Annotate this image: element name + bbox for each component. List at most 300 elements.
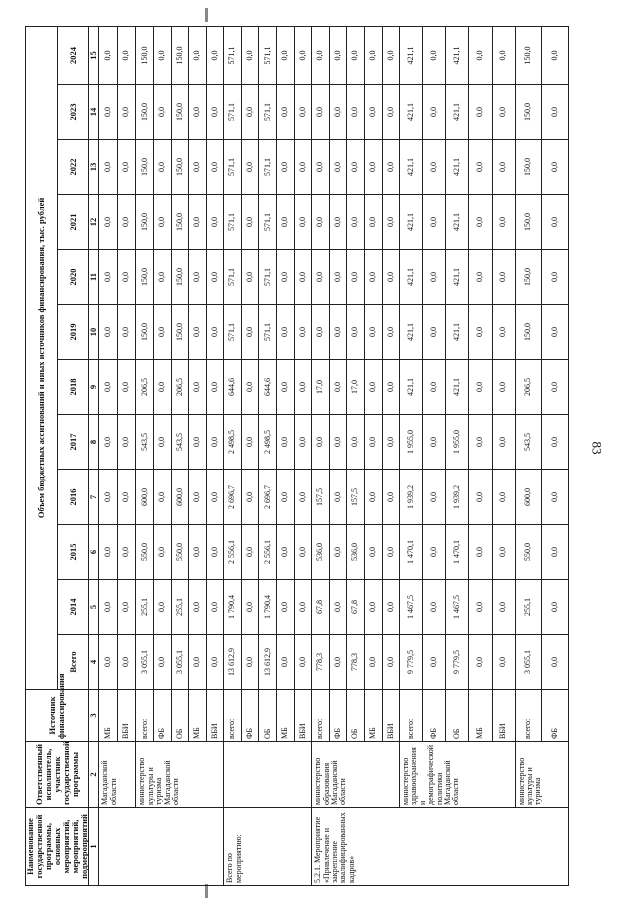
year-value-cell: 150,0 xyxy=(171,140,189,195)
year-value-cell: 0,0 xyxy=(542,26,569,84)
header-year: 2019 xyxy=(57,305,89,360)
year-value-cell: 644,6 xyxy=(224,360,242,415)
year-value-cell: 0,0 xyxy=(542,360,569,415)
year-value-cell: 0,0 xyxy=(277,140,295,195)
header-year: 2021 xyxy=(57,195,89,250)
year-value-cell: 0,0 xyxy=(153,140,171,195)
year-value-cell: 0,0 xyxy=(294,580,312,635)
year-value-cell: 0,0 xyxy=(423,580,446,635)
source-cell: ФБ xyxy=(542,690,569,742)
year-value-cell: 0,0 xyxy=(206,250,224,305)
executor-cell: министерство образования Магаданской области xyxy=(312,742,400,808)
year-value-cell: 0,0 xyxy=(153,415,171,470)
total-value-cell: 13 612,9 xyxy=(224,635,242,690)
year-value-cell: 0,0 xyxy=(469,470,492,525)
year-value-cell: 0,0 xyxy=(206,470,224,525)
year-value-cell: 0,0 xyxy=(469,140,492,195)
source-cell: всего: xyxy=(136,690,154,742)
year-value-cell: 0,0 xyxy=(542,85,569,140)
year-value-cell: 150,0 xyxy=(136,85,154,140)
source-cell: ОБ xyxy=(259,690,277,742)
year-value-cell: 157,5 xyxy=(312,470,330,525)
year-value-cell: 571,1 xyxy=(259,305,277,360)
source-cell: всего: xyxy=(400,690,423,742)
source-cell: ФБ xyxy=(423,690,446,742)
column-number: 12 xyxy=(89,195,99,250)
total-value-cell: 0,0 xyxy=(542,635,569,690)
header-row-top xyxy=(26,26,58,885)
header-year: 2017 xyxy=(57,415,89,470)
table-row xyxy=(224,26,242,885)
year-value-cell: 0,0 xyxy=(364,305,382,360)
executor-cell: министерство культуры и туризма xyxy=(515,742,568,808)
year-value-cell: 0,0 xyxy=(542,250,569,305)
year-value-cell: 0,0 xyxy=(382,415,400,470)
source-cell: МБ xyxy=(99,690,118,742)
total-value-cell: 0,0 xyxy=(364,635,382,690)
year-value-cell: 0,0 xyxy=(277,195,295,250)
year-value-cell: 571,1 xyxy=(224,305,242,360)
executor-cell: министерство культуры и туризма Магаданской области xyxy=(136,742,224,808)
year-value-cell: 0,0 xyxy=(189,525,207,580)
year-value-cell: 0,0 xyxy=(492,525,515,580)
year-value-cell: 150,0 xyxy=(515,26,541,84)
year-value-cell: 571,1 xyxy=(224,85,242,140)
source-cell: всего: xyxy=(312,690,330,742)
header-name: Наименование государственной программы, основных мероприятий, мероприятий, подмероприятий xyxy=(26,808,89,886)
year-value-cell: 0,0 xyxy=(423,140,446,195)
year-value-cell: 0,0 xyxy=(189,26,207,84)
header-year: 2020 xyxy=(57,250,89,305)
measure-name-cell: Всего по мероприятию: xyxy=(224,808,312,886)
year-value-cell: 0,0 xyxy=(329,140,347,195)
year-value-cell: 536,0 xyxy=(312,525,330,580)
year-value-cell: 0,0 xyxy=(294,415,312,470)
rotated-table-container xyxy=(25,27,559,886)
year-value-cell: 571,1 xyxy=(259,140,277,195)
year-value-cell: 150,0 xyxy=(171,195,189,250)
year-value-cell: 0,0 xyxy=(189,470,207,525)
year-value-cell: 1 955,0 xyxy=(400,415,423,470)
header-year: 2018 xyxy=(57,360,89,415)
year-value-cell: 0,0 xyxy=(189,580,207,635)
table-row xyxy=(99,26,118,885)
year-value-cell: 2 696,7 xyxy=(259,470,277,525)
year-value-cell: 0,0 xyxy=(469,250,492,305)
year-value-cell: 0,0 xyxy=(277,305,295,360)
year-value-cell: 0,0 xyxy=(312,415,330,470)
year-value-cell: 0,0 xyxy=(99,250,118,305)
year-value-cell: 0,0 xyxy=(329,305,347,360)
year-value-cell: 421,1 xyxy=(446,305,469,360)
year-value-cell: 0,0 xyxy=(294,360,312,415)
year-value-cell: 0,0 xyxy=(189,85,207,140)
column-number: 2 xyxy=(89,742,99,808)
year-value-cell: 0,0 xyxy=(241,415,259,470)
year-value-cell: 0,0 xyxy=(241,305,259,360)
year-value-cell: 0,0 xyxy=(382,250,400,305)
source-cell: ФБ xyxy=(329,690,347,742)
year-value-cell: 0,0 xyxy=(382,195,400,250)
year-value-cell: 550,0 xyxy=(515,525,541,580)
year-value-cell: 0,0 xyxy=(294,26,312,84)
year-value-cell: 571,1 xyxy=(224,250,242,305)
year-value-cell: 0,0 xyxy=(469,525,492,580)
year-value-cell: 0,0 xyxy=(294,525,312,580)
total-value-cell: 0,0 xyxy=(492,635,515,690)
year-value-cell: 0,0 xyxy=(99,85,118,140)
year-value-cell: 0,0 xyxy=(423,415,446,470)
year-value-cell: 543,5 xyxy=(171,415,189,470)
total-value-cell: 3 055,1 xyxy=(136,635,154,690)
column-number: 11 xyxy=(89,250,99,305)
total-value-cell: 0,0 xyxy=(99,635,118,690)
year-value-cell: 571,1 xyxy=(224,195,242,250)
total-value-cell: 0,0 xyxy=(117,635,136,690)
year-value-cell: 0,0 xyxy=(277,360,295,415)
year-value-cell: 67,8 xyxy=(312,580,330,635)
year-value-cell: 0,0 xyxy=(469,85,492,140)
year-value-cell: 0,0 xyxy=(277,580,295,635)
source-cell: ВБИ xyxy=(206,690,224,742)
source-cell: МБ xyxy=(364,690,382,742)
header-executor: Ответственный исполнитель, участник государственной программы xyxy=(26,742,89,808)
year-value-cell: 0,0 xyxy=(347,85,365,140)
year-value-cell: 0,0 xyxy=(329,26,347,84)
year-value-cell: 0,0 xyxy=(364,26,382,84)
year-value-cell: 0,0 xyxy=(206,525,224,580)
header-total: Всего xyxy=(57,635,89,690)
year-value-cell: 0,0 xyxy=(382,140,400,195)
year-value-cell: 0,0 xyxy=(347,250,365,305)
year-value-cell: 0,0 xyxy=(99,305,118,360)
column-number-row xyxy=(89,26,99,885)
year-value-cell: 0,0 xyxy=(241,140,259,195)
year-value-cell: 0,0 xyxy=(382,85,400,140)
year-value-cell: 0,0 xyxy=(117,525,136,580)
year-value-cell: 0,0 xyxy=(99,26,118,84)
year-value-cell: 421,1 xyxy=(400,85,423,140)
column-number: 7 xyxy=(89,470,99,525)
source-cell: ВБИ xyxy=(117,690,136,742)
year-value-cell: 0,0 xyxy=(99,415,118,470)
year-value-cell: 0,0 xyxy=(99,140,118,195)
year-value-cell: 0,0 xyxy=(492,140,515,195)
funding-table xyxy=(25,26,569,886)
year-value-cell: 0,0 xyxy=(153,26,171,84)
year-value-cell: 0,0 xyxy=(153,305,171,360)
source-cell: всего: xyxy=(224,690,242,742)
year-value-cell: 0,0 xyxy=(492,26,515,84)
source-cell: ОБ xyxy=(446,690,469,742)
year-value-cell: 0,0 xyxy=(99,580,118,635)
year-value-cell: 0,0 xyxy=(347,305,365,360)
total-value-cell: 0,0 xyxy=(153,635,171,690)
year-value-cell: 0,0 xyxy=(423,195,446,250)
total-value-cell: 0,0 xyxy=(189,635,207,690)
source-cell: ФБ xyxy=(153,690,171,742)
year-value-cell: 150,0 xyxy=(136,305,154,360)
executor-cell: Магаданской области xyxy=(99,742,136,808)
year-value-cell: 0,0 xyxy=(312,195,330,250)
year-value-cell: 0,0 xyxy=(99,470,118,525)
header-year: 2016 xyxy=(57,470,89,525)
header-year: 2023 xyxy=(57,85,89,140)
year-value-cell: 0,0 xyxy=(277,470,295,525)
year-value-cell: 150,0 xyxy=(136,250,154,305)
year-value-cell: 0,0 xyxy=(423,525,446,580)
year-value-cell: 0,0 xyxy=(153,195,171,250)
year-value-cell: 421,1 xyxy=(446,360,469,415)
header-volume: Объем бюджетных ассигнований и иных источников финансирования, тыс. рублей xyxy=(26,26,58,689)
year-value-cell: 0,0 xyxy=(312,250,330,305)
year-value-cell: 0,0 xyxy=(469,195,492,250)
year-value-cell: 421,1 xyxy=(400,140,423,195)
year-value-cell: 600,0 xyxy=(515,470,541,525)
year-value-cell: 0,0 xyxy=(347,415,365,470)
year-value-cell: 0,0 xyxy=(206,360,224,415)
year-value-cell: 0,0 xyxy=(189,140,207,195)
year-value-cell: 571,1 xyxy=(259,85,277,140)
year-value-cell: 571,1 xyxy=(259,26,277,84)
column-number: 9 xyxy=(89,360,99,415)
year-value-cell: 1 470,1 xyxy=(400,525,423,580)
column-number: 13 xyxy=(89,140,99,195)
year-value-cell: 17,0 xyxy=(312,360,330,415)
year-value-cell: 600,0 xyxy=(171,470,189,525)
total-value-cell: 0,0 xyxy=(277,635,295,690)
year-value-cell: 0,0 xyxy=(492,470,515,525)
year-value-cell: 0,0 xyxy=(117,305,136,360)
year-value-cell: 150,0 xyxy=(136,195,154,250)
year-value-cell: 0,0 xyxy=(347,26,365,84)
year-value-cell: 1 955,0 xyxy=(446,415,469,470)
year-value-cell: 0,0 xyxy=(189,305,207,360)
year-value-cell: 0,0 xyxy=(241,250,259,305)
year-value-cell: 206,5 xyxy=(136,360,154,415)
year-value-cell: 0,0 xyxy=(492,580,515,635)
source-cell: МБ xyxy=(277,690,295,742)
year-value-cell: 571,1 xyxy=(259,195,277,250)
year-value-cell: 0,0 xyxy=(117,250,136,305)
year-value-cell: 0,0 xyxy=(153,470,171,525)
year-value-cell: 0,0 xyxy=(329,360,347,415)
year-value-cell: 0,0 xyxy=(542,470,569,525)
year-value-cell: 543,5 xyxy=(515,415,541,470)
year-value-cell: 421,1 xyxy=(446,250,469,305)
year-value-cell: 0,0 xyxy=(382,26,400,84)
year-value-cell: 0,0 xyxy=(329,250,347,305)
year-value-cell: 0,0 xyxy=(542,305,569,360)
column-number: 8 xyxy=(89,415,99,470)
measure-name-cell: 5.2.1. Мероприятие «Привлечение и закрепление квалифицированных кадров» xyxy=(312,808,568,886)
year-value-cell: 2 556,1 xyxy=(259,525,277,580)
year-value-cell: 150,0 xyxy=(171,305,189,360)
table-row xyxy=(400,26,423,885)
year-value-cell: 600,0 xyxy=(136,470,154,525)
column-number: 1 xyxy=(89,808,99,886)
year-value-cell: 1 939,2 xyxy=(446,470,469,525)
year-value-cell: 150,0 xyxy=(171,250,189,305)
year-value-cell: 150,0 xyxy=(171,85,189,140)
year-value-cell: 0,0 xyxy=(294,140,312,195)
year-value-cell: 0,0 xyxy=(364,580,382,635)
year-value-cell: 0,0 xyxy=(329,580,347,635)
year-value-cell: 0,0 xyxy=(364,250,382,305)
year-value-cell: 0,0 xyxy=(347,195,365,250)
year-value-cell: 150,0 xyxy=(136,140,154,195)
total-value-cell: 0,0 xyxy=(469,635,492,690)
year-value-cell: 571,1 xyxy=(224,140,242,195)
year-value-cell: 255,1 xyxy=(136,580,154,635)
year-value-cell: 0,0 xyxy=(329,525,347,580)
year-value-cell: 421,1 xyxy=(400,250,423,305)
year-value-cell: 0,0 xyxy=(492,85,515,140)
year-value-cell: 0,0 xyxy=(206,26,224,84)
year-value-cell: 0,0 xyxy=(542,195,569,250)
year-value-cell: 0,0 xyxy=(364,525,382,580)
total-value-cell: 0,0 xyxy=(206,635,224,690)
year-value-cell: 571,1 xyxy=(224,26,242,84)
year-value-cell: 0,0 xyxy=(241,85,259,140)
year-value-cell: 0,0 xyxy=(294,195,312,250)
year-value-cell: 2 696,7 xyxy=(224,470,242,525)
year-value-cell: 0,0 xyxy=(423,305,446,360)
year-value-cell: 0,0 xyxy=(364,140,382,195)
year-value-cell: 0,0 xyxy=(99,525,118,580)
year-value-cell: 0,0 xyxy=(206,140,224,195)
header-year: 2022 xyxy=(57,140,89,195)
binding-hole-mark xyxy=(205,884,208,898)
year-value-cell: 0,0 xyxy=(469,26,492,84)
table-frame xyxy=(25,27,559,886)
year-value-cell: 0,0 xyxy=(329,85,347,140)
year-value-cell: 0,0 xyxy=(99,360,118,415)
year-value-cell: 0,0 xyxy=(542,580,569,635)
header-year: 2015 xyxy=(57,525,89,580)
total-value-cell: 778,3 xyxy=(312,635,330,690)
year-value-cell: 150,0 xyxy=(171,26,189,84)
year-value-cell: 67,8 xyxy=(347,580,365,635)
year-value-cell: 421,1 xyxy=(446,140,469,195)
year-value-cell: 1 467,5 xyxy=(400,580,423,635)
year-value-cell: 0,0 xyxy=(382,470,400,525)
year-value-cell: 0,0 xyxy=(423,470,446,525)
year-value-cell: 0,0 xyxy=(206,580,224,635)
year-value-cell: 421,1 xyxy=(400,360,423,415)
year-value-cell: 0,0 xyxy=(241,525,259,580)
year-value-cell: 0,0 xyxy=(206,85,224,140)
year-value-cell: 0,0 xyxy=(117,470,136,525)
total-value-cell: 0,0 xyxy=(294,635,312,690)
year-value-cell: 0,0 xyxy=(423,250,446,305)
year-value-cell: 0,0 xyxy=(542,415,569,470)
year-value-cell: 0,0 xyxy=(189,360,207,415)
total-value-cell: 13 612,9 xyxy=(259,635,277,690)
year-value-cell: 255,1 xyxy=(171,580,189,635)
year-value-cell: 0,0 xyxy=(347,140,365,195)
year-value-cell: 550,0 xyxy=(171,525,189,580)
year-value-cell: 0,0 xyxy=(364,415,382,470)
year-value-cell: 0,0 xyxy=(206,195,224,250)
total-value-cell: 9 779,5 xyxy=(400,635,423,690)
year-value-cell: 0,0 xyxy=(312,305,330,360)
year-value-cell: 0,0 xyxy=(117,26,136,84)
year-value-cell: 644,6 xyxy=(259,360,277,415)
year-value-cell: 1 939,2 xyxy=(400,470,423,525)
column-number: 10 xyxy=(89,305,99,360)
executor-cell xyxy=(224,742,312,808)
year-value-cell: 0,0 xyxy=(277,525,295,580)
year-value-cell: 421,1 xyxy=(446,85,469,140)
year-value-cell: 0,0 xyxy=(423,26,446,84)
year-value-cell: 0,0 xyxy=(364,85,382,140)
measure-name-cell xyxy=(99,808,224,886)
year-value-cell: 0,0 xyxy=(153,360,171,415)
year-value-cell: 1 470,1 xyxy=(446,525,469,580)
year-value-cell: 0,0 xyxy=(206,305,224,360)
year-value-cell: 0,0 xyxy=(277,415,295,470)
column-number: 15 xyxy=(89,26,99,84)
total-value-cell: 0,0 xyxy=(241,635,259,690)
source-cell: ОБ xyxy=(171,690,189,742)
source-cell: МБ xyxy=(469,690,492,742)
year-value-cell: 0,0 xyxy=(153,250,171,305)
year-value-cell: 0,0 xyxy=(241,580,259,635)
year-value-cell: 0,0 xyxy=(277,85,295,140)
year-value-cell: 0,0 xyxy=(423,360,446,415)
year-value-cell: 0,0 xyxy=(189,415,207,470)
page-number: 83 xyxy=(589,441,605,455)
year-value-cell: 0,0 xyxy=(382,525,400,580)
year-value-cell: 0,0 xyxy=(117,360,136,415)
header-source: Источник финансирования xyxy=(26,690,89,742)
year-value-cell: 0,0 xyxy=(294,470,312,525)
year-value-cell: 421,1 xyxy=(446,26,469,84)
total-value-cell: 0,0 xyxy=(329,635,347,690)
binding-hole-mark xyxy=(205,8,208,22)
year-value-cell: 0,0 xyxy=(382,360,400,415)
year-value-cell: 206,5 xyxy=(171,360,189,415)
year-value-cell: 150,0 xyxy=(515,85,541,140)
year-value-cell: 0,0 xyxy=(329,470,347,525)
year-value-cell: 0,0 xyxy=(99,195,118,250)
table-row xyxy=(515,26,541,885)
year-value-cell: 0,0 xyxy=(277,250,295,305)
column-number: 6 xyxy=(89,525,99,580)
total-value-cell: 0,0 xyxy=(423,635,446,690)
executor-cell: министерство здравоохранения и демографической политики Магаданской области xyxy=(400,742,516,808)
year-value-cell: 255,1 xyxy=(515,580,541,635)
year-value-cell: 150,0 xyxy=(515,195,541,250)
year-value-cell: 0,0 xyxy=(312,85,330,140)
year-value-cell: 0,0 xyxy=(492,250,515,305)
year-value-cell: 0,0 xyxy=(329,195,347,250)
year-value-cell: 0,0 xyxy=(469,305,492,360)
source-cell: ВБИ xyxy=(492,690,515,742)
source-cell: МБ xyxy=(189,690,207,742)
column-number: 3 xyxy=(89,690,99,742)
table-body xyxy=(99,26,568,885)
source-cell: ВБИ xyxy=(382,690,400,742)
total-value-cell: 3 055,1 xyxy=(515,635,541,690)
year-value-cell: 0,0 xyxy=(117,415,136,470)
header-year: 2024 xyxy=(57,26,89,84)
year-value-cell: 0,0 xyxy=(117,85,136,140)
year-value-cell: 2 498,5 xyxy=(259,415,277,470)
year-value-cell: 150,0 xyxy=(136,26,154,84)
year-value-cell: 0,0 xyxy=(189,195,207,250)
